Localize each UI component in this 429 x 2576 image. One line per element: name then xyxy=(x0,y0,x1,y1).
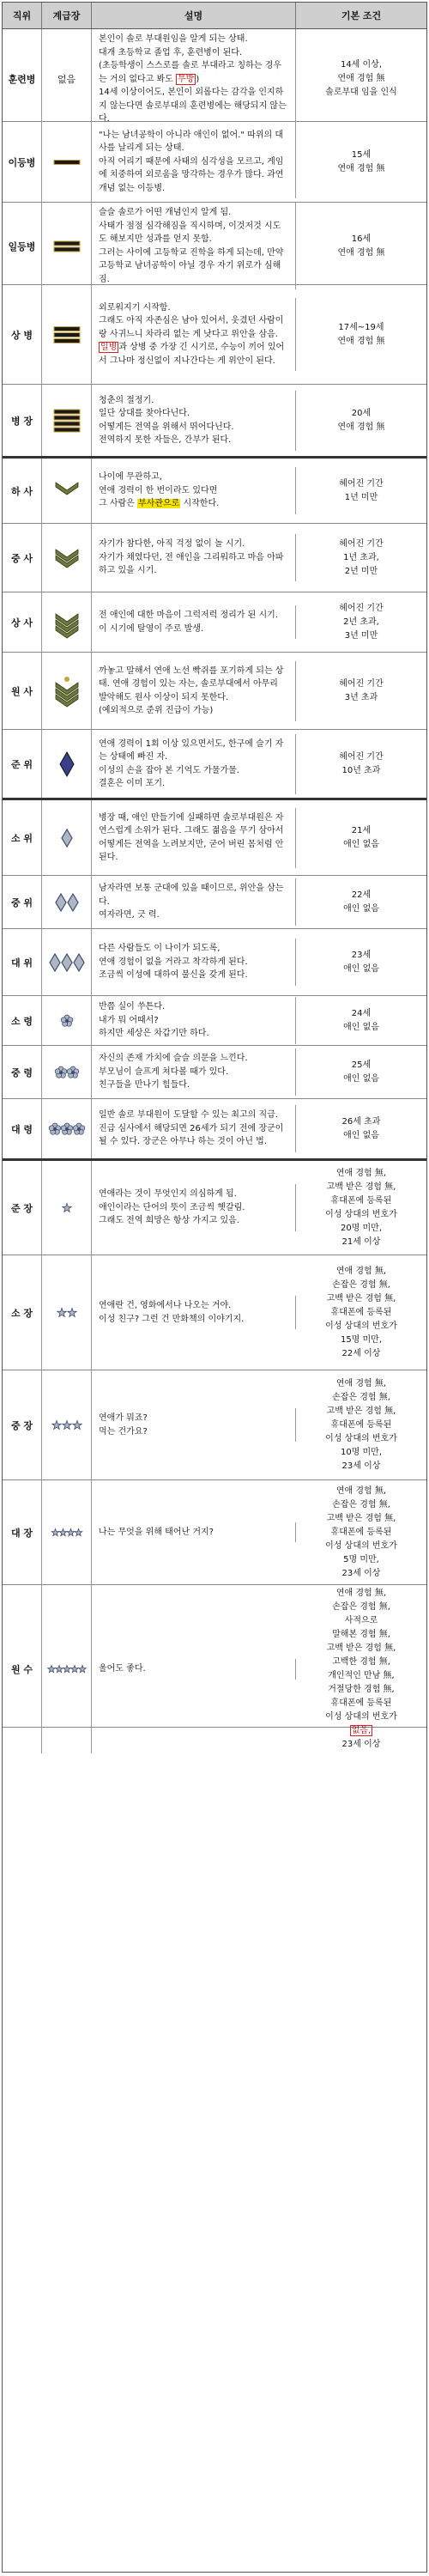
insignia-flower xyxy=(49,1123,61,1134)
table-row xyxy=(3,1585,426,1749)
insignia-icon xyxy=(45,885,88,920)
rank-name: 중 사 xyxy=(3,524,42,592)
rank-name: 준 장 xyxy=(3,1161,42,1255)
insignia-diamond xyxy=(62,829,72,847)
insignia-cell: 없음 xyxy=(42,29,92,130)
insignia-icon xyxy=(45,1004,88,1038)
insignia-star xyxy=(62,1203,70,1212)
insignia-cell xyxy=(42,800,92,875)
insignia-cell xyxy=(42,929,92,995)
table-row xyxy=(3,592,426,653)
rank-condition: 22세 애인 없음 xyxy=(343,890,379,914)
rank-condition: 26세 초과 애인 없음 xyxy=(341,1116,381,1140)
table-row xyxy=(3,203,426,285)
table-body xyxy=(3,29,426,1749)
rank-description: 병장 때, 애인 만들기에 실패하면 솔로부대원은 자연스럽게 소위가 된다. 그래도 젊음을 무기 삼아서 어떻게든 전역을 노려보지만, 굳어 버린 몸처럼 안 된다. xyxy=(92,808,296,868)
insignia-cell xyxy=(42,459,92,523)
insignia-cell xyxy=(42,1099,92,1158)
insignia-icon xyxy=(45,145,88,179)
rank-name: 상 사 xyxy=(3,592,42,652)
insignia-flower xyxy=(55,1066,67,1078)
rank-name: 중 장 xyxy=(3,1370,42,1479)
insignia-flower xyxy=(67,1066,79,1078)
insignia-cell xyxy=(42,1370,92,1479)
table-row xyxy=(3,1046,426,1099)
rank-condition: 23세 애인 없음 xyxy=(343,950,379,974)
rank-name: 소 령 xyxy=(3,996,42,1045)
header-rank: 직위 xyxy=(3,3,42,28)
rank-condition: 연애 경험 無, 손잡은 경험 無, 고백 받은 경험 無, 휴대폰에 등록된 이성 상대의 번호가 15명 미만, 22세 이상 xyxy=(325,1266,397,1358)
insignia-star xyxy=(78,1666,86,1673)
rank-name: 준 위 xyxy=(3,730,42,798)
insignia-flower xyxy=(61,1015,73,1026)
insignia-star xyxy=(51,1420,60,1429)
rank-description: 슬슬 솔로가 어떤 개념인지 알게 됨. 사태가 점점 심각해짐을 직시하며, 이것저것 시도도 해보지만 성과를 얻지 못함. 그러는 사이에 고등학교 진학을 하게 되는데, 만약 고등학교 남녀공학이 아닐 경우 자기 위로가 심해짐. xyxy=(92,203,296,289)
table-row xyxy=(3,1099,426,1161)
rank-condition: 헤어진 기간 3년 초과 xyxy=(339,678,384,702)
table-row xyxy=(3,29,426,122)
insignia-icon xyxy=(45,318,88,352)
insignia-cell xyxy=(42,203,92,289)
rank-condition: 20세 연애 경험 無 xyxy=(337,408,385,432)
rank-name: 대 장 xyxy=(3,1480,42,1584)
insignia-stripe xyxy=(54,428,80,432)
rank-name: 상 병 xyxy=(3,285,42,384)
insignia-icon xyxy=(45,1055,88,1090)
rank-description: 연애 경력이 1회 이상 있으면서도, 한구에 슬기 자는 상태에 빠진 자. 이성의 손을 잡아 본 기억도 가물가물. 결혼은 이미 포기. xyxy=(92,734,296,794)
rank-condition: 15세 연애 경험 無 xyxy=(337,149,385,173)
rank-description: 연애란 건, 영화에서나 나오는 거야. 이성 친구? 그런 건 만화책의 이야기지. xyxy=(92,1296,296,1329)
insignia-cell xyxy=(42,1585,92,1753)
rank-name: 대 위 xyxy=(3,929,42,995)
table-row xyxy=(3,1480,426,1585)
insignia-icon xyxy=(45,674,88,708)
insignia-cell xyxy=(42,122,92,202)
rank-name: 훈련병 xyxy=(3,29,42,130)
insignia-icon xyxy=(45,229,88,264)
table-row xyxy=(3,876,426,929)
rank-condition: 14세 이상, 연애 경험 無 솔로부대 임을 인식 xyxy=(325,60,397,98)
rank-name: 원 수 xyxy=(3,1585,42,1753)
insignia-star xyxy=(55,1666,63,1673)
insignia-icon xyxy=(45,945,88,980)
insignia-flower xyxy=(61,1123,73,1134)
table-row xyxy=(3,285,426,385)
rank-name: 이등병 xyxy=(3,122,42,202)
insignia-star xyxy=(51,1528,59,1535)
table-row xyxy=(3,122,426,203)
insignia-icon xyxy=(45,1112,88,1146)
rank-condition: 17세~19세 연애 경험 無 xyxy=(337,322,385,346)
rank-description: 다른 사람들도 이 나이가 되도록, 연애 경험이 없을 거라고 착각하게 된다. 조금씩 이성에 대하여 불신을 갖게 된다. xyxy=(92,939,296,986)
insignia-stripe xyxy=(54,241,80,246)
rank-description: 까놓고 말해서 연애 노선 빡쥐를 포기하게 되는 상태. 연애 경험이 있는 자는, 솔로부대에서 아무리 발악해도 원사 이상이 되지 못한다. (예외적으로 준위 진급이 가능) xyxy=(92,661,296,721)
rank-condition: 연애 경험 無, 손잡은 경험 無, 고백 받은 경험 無, 휴대폰에 등록된 이성 상대의 번호가 10명 미만, 23세 이상 xyxy=(325,1378,397,1471)
highlighted-word: 무방 xyxy=(178,74,195,84)
insignia-icon xyxy=(45,1191,88,1225)
rank-name: 소 위 xyxy=(3,800,42,875)
insignia-icon xyxy=(45,747,88,781)
insignia-star xyxy=(63,1666,70,1673)
insignia-icon xyxy=(45,541,88,575)
insignia-star xyxy=(64,677,69,682)
rank-condition: 16세 연애 경험 無 xyxy=(337,234,385,258)
insignia-star xyxy=(75,1528,82,1535)
rank-condition: 연애 경험 無, 손잡은 경험 無, 사적으로 말해본 경험 無, 고백 받은 경험 無, 고백한 경험 無, 개인적인 만남 無, 거절당한 경험 無, 휴대폰에 등록된 이성 상대의 번호가 없음, 23세 이상 xyxy=(325,1589,397,1749)
insignia-diamond xyxy=(62,954,72,971)
table-row xyxy=(3,996,426,1046)
highlighted-word: 일병 xyxy=(100,343,118,353)
insignia-diamond xyxy=(60,752,74,776)
insignia-stripe xyxy=(54,326,80,331)
insignia-diamond xyxy=(74,954,84,971)
table-row xyxy=(3,929,426,996)
highlighted-word: 부사관으로 xyxy=(138,499,180,509)
rank-name: 대 령 xyxy=(3,1099,42,1158)
insignia-stripe xyxy=(54,338,80,343)
insignia-star xyxy=(67,1308,76,1316)
insignia-star xyxy=(47,1666,55,1673)
rank-condition: 헤어진 기간 10년 초과 xyxy=(339,751,384,775)
insignia-cell xyxy=(42,592,92,652)
rank-condition: 25세 애인 없음 xyxy=(343,1060,379,1084)
insignia-icon xyxy=(45,1516,88,1550)
insignia-cell xyxy=(42,876,92,928)
rank-description: 나는 무엇을 위해 태어난 거지? xyxy=(92,1522,296,1543)
rank-description: 나이에 무관하고, 연애 경력이 한 번이라도 있다면 그 사람은 부사관으로 시작한다. xyxy=(92,467,296,514)
insignia-stripe xyxy=(54,332,80,337)
table-row xyxy=(3,730,426,800)
insignia-star xyxy=(62,1420,70,1429)
rank-name: 원 사 xyxy=(3,653,42,729)
rank-name: 병 장 xyxy=(3,385,42,456)
table-row xyxy=(3,1370,426,1480)
insignia-icon xyxy=(45,605,88,640)
insignia-stripe xyxy=(54,160,80,164)
rank-name: 일등병 xyxy=(3,203,42,289)
rank-description: 울어도 좋다. xyxy=(92,1659,296,1680)
insignia-star xyxy=(67,1528,75,1535)
insignia-icon xyxy=(45,1652,88,1686)
header-insignia: 계급장 xyxy=(42,3,92,28)
insignia-stripe xyxy=(54,422,80,426)
rank-condition: 21세 애인 없음 xyxy=(343,825,379,849)
table-row xyxy=(3,1161,426,1255)
rank-condition: 헤어진 기간 1년 초과, 2년 미만 xyxy=(339,538,384,576)
insignia-icon xyxy=(45,474,88,508)
rank-description: 자신의 존재 가치에 슬슬 의문을 느낀다. 부모님이 슬프게 쳐다볼 때가 있다. 친구들을 만나기 힘들다. xyxy=(92,1048,296,1096)
insignia-diamond xyxy=(68,894,78,911)
table-row xyxy=(3,800,426,876)
insignia-stripe xyxy=(54,416,80,420)
rank-table xyxy=(2,2,427,2573)
insignia-stripe xyxy=(54,247,80,252)
table-row xyxy=(3,524,426,592)
insignia-cell xyxy=(42,285,92,384)
table-row xyxy=(3,1255,426,1370)
rank-description: 자기가 참다한, 아직 걱정 없이 놀 시기. 자기가 채였다던, 전 애인을 그리워하고 마음 아파하고 있을 시기. xyxy=(92,534,296,581)
rank-name: 중 위 xyxy=(3,876,42,928)
rank-name: 소 장 xyxy=(3,1255,42,1370)
table-header xyxy=(3,3,426,29)
rank-condition: 헤어진 기간 1년 미만 xyxy=(339,478,384,502)
insignia-cell xyxy=(42,1480,92,1584)
rank-condition: 24세 애인 없음 xyxy=(343,1008,379,1032)
rank-condition: 연애 경험 無, 손잡은 경험 無, 고백 받은 경험 無, 휴대폰에 등록된 이성 상대의 번호가 5명 미만, 23세 이상 xyxy=(325,1485,397,1578)
rank-description: 연애라는 것이 무엇인지 의심하게 됨. 애인이라는 단어의 뜻이 조금씩 헷갈림. 그래도 전역 희망은 항상 가지고 있음. xyxy=(92,1184,296,1231)
rank-description: 청춘의 절정기. 일단 상대를 찾아다닌다. 어떻게든 전역을 위해서 뛰어다닌다. 전역하지 못한 자들은, 간부가 된다. xyxy=(92,391,296,451)
rank-description: 외로워지기 시작함. 그래도 아직 자존심은 남아 있어서, 웃겼던 사람이랑 사귀느니 차라리 없는 게 낫다고 위안을 삼음. 일병 과 상병 중 가장 긴 시기로, 수능이 끼어 있어서 그나마 정신없이 지나간다는 게 위안이 된다. xyxy=(92,298,296,372)
insignia-chevron xyxy=(56,483,78,495)
table-row xyxy=(3,653,426,730)
rank-condition: 연애 경험 無, 고백 받은 경험 無, 휴대폰에 등록된 이성 상대의 번호가 20명 미만, 21세 이상 xyxy=(325,1168,397,1247)
insignia-icon xyxy=(45,404,88,438)
insignia-cell xyxy=(42,1161,92,1255)
table-row xyxy=(3,459,426,524)
insignia-star xyxy=(59,1528,67,1535)
rank-description: 연애가 뭐죠? 먹는 건가요? xyxy=(92,1408,296,1442)
rank-name: 중 령 xyxy=(3,1046,42,1098)
insignia-cell xyxy=(42,996,92,1045)
insignia-icon xyxy=(45,1408,88,1443)
insignia-diamond xyxy=(50,954,60,971)
insignia-cell xyxy=(42,1046,92,1098)
insignia-cell xyxy=(42,653,92,729)
header-condition: 기본 조건 xyxy=(341,10,382,21)
rank-description: 반쯤 실이 쑤튼다. 내가 뭐 어때서? 하지만 세상은 차갑기만 하다. xyxy=(92,997,296,1044)
insignia-icon xyxy=(45,821,88,855)
insignia-icon xyxy=(45,1296,88,1330)
insignia-star xyxy=(70,1666,78,1673)
insignia-cell xyxy=(42,524,92,592)
insignia-cell xyxy=(42,385,92,456)
insignia-stripe xyxy=(54,410,80,414)
insignia-cell xyxy=(42,1255,92,1370)
header-description: 설명 xyxy=(92,3,296,28)
insignia-diamond xyxy=(56,894,66,911)
table-row xyxy=(3,385,426,459)
insignia-cell xyxy=(42,730,92,798)
rank-description: 일반 솔로 부대원이 도달할 수 있는 최고의 직급. 진급 심사에서 해당되면 26세가 되기 전에 장군이 될 수 있다. 장군은 아무나 하는 것이 아닌 법. xyxy=(92,1105,296,1152)
rank-description: 본인이 솔로 부대원임을 알게 되는 상태. 대개 초등학교 졸업 후, 훈련병이 된다. (초등학생이 스스로를 솔로 부대라고 칭하는 경우는 거의 없다고 봐도 무방 ) 14세 이상이어도, 본인이 외롭다는 감각을 인지하지 않는다면 솔로부대의 훈련병에는 해당되지 않는다. xyxy=(92,29,296,130)
insignia-star xyxy=(57,1308,65,1316)
rank-description: "나는 남녀공학이 아니라 애인이 없어." 따위의 대사를 날리게 되는 상태. 아직 어리기 때문에 사태의 심각성을 모르고, 게임에 치중하여 외로움을 망각하는 경우가 많다. 과연 개념 없는 이등병. xyxy=(92,125,296,199)
rank-name: 하 사 xyxy=(3,459,42,523)
rank-description: 전 애인에 대한 마음이 그럭저럭 정리가 된 시기. 이 시기에 탈영이 주로 발생. xyxy=(92,605,296,639)
highlighted-word: 없음, xyxy=(351,1726,372,1735)
rank-condition: 헤어진 기간 2년 초과, 3년 미만 xyxy=(339,603,384,641)
insignia-star xyxy=(72,1420,81,1429)
rank-description: 남자라면 보통 군대에 있을 때이므로, 위안을 삼는다. 여자라면, 긋 력. xyxy=(92,878,296,926)
insignia-flower xyxy=(73,1123,85,1134)
